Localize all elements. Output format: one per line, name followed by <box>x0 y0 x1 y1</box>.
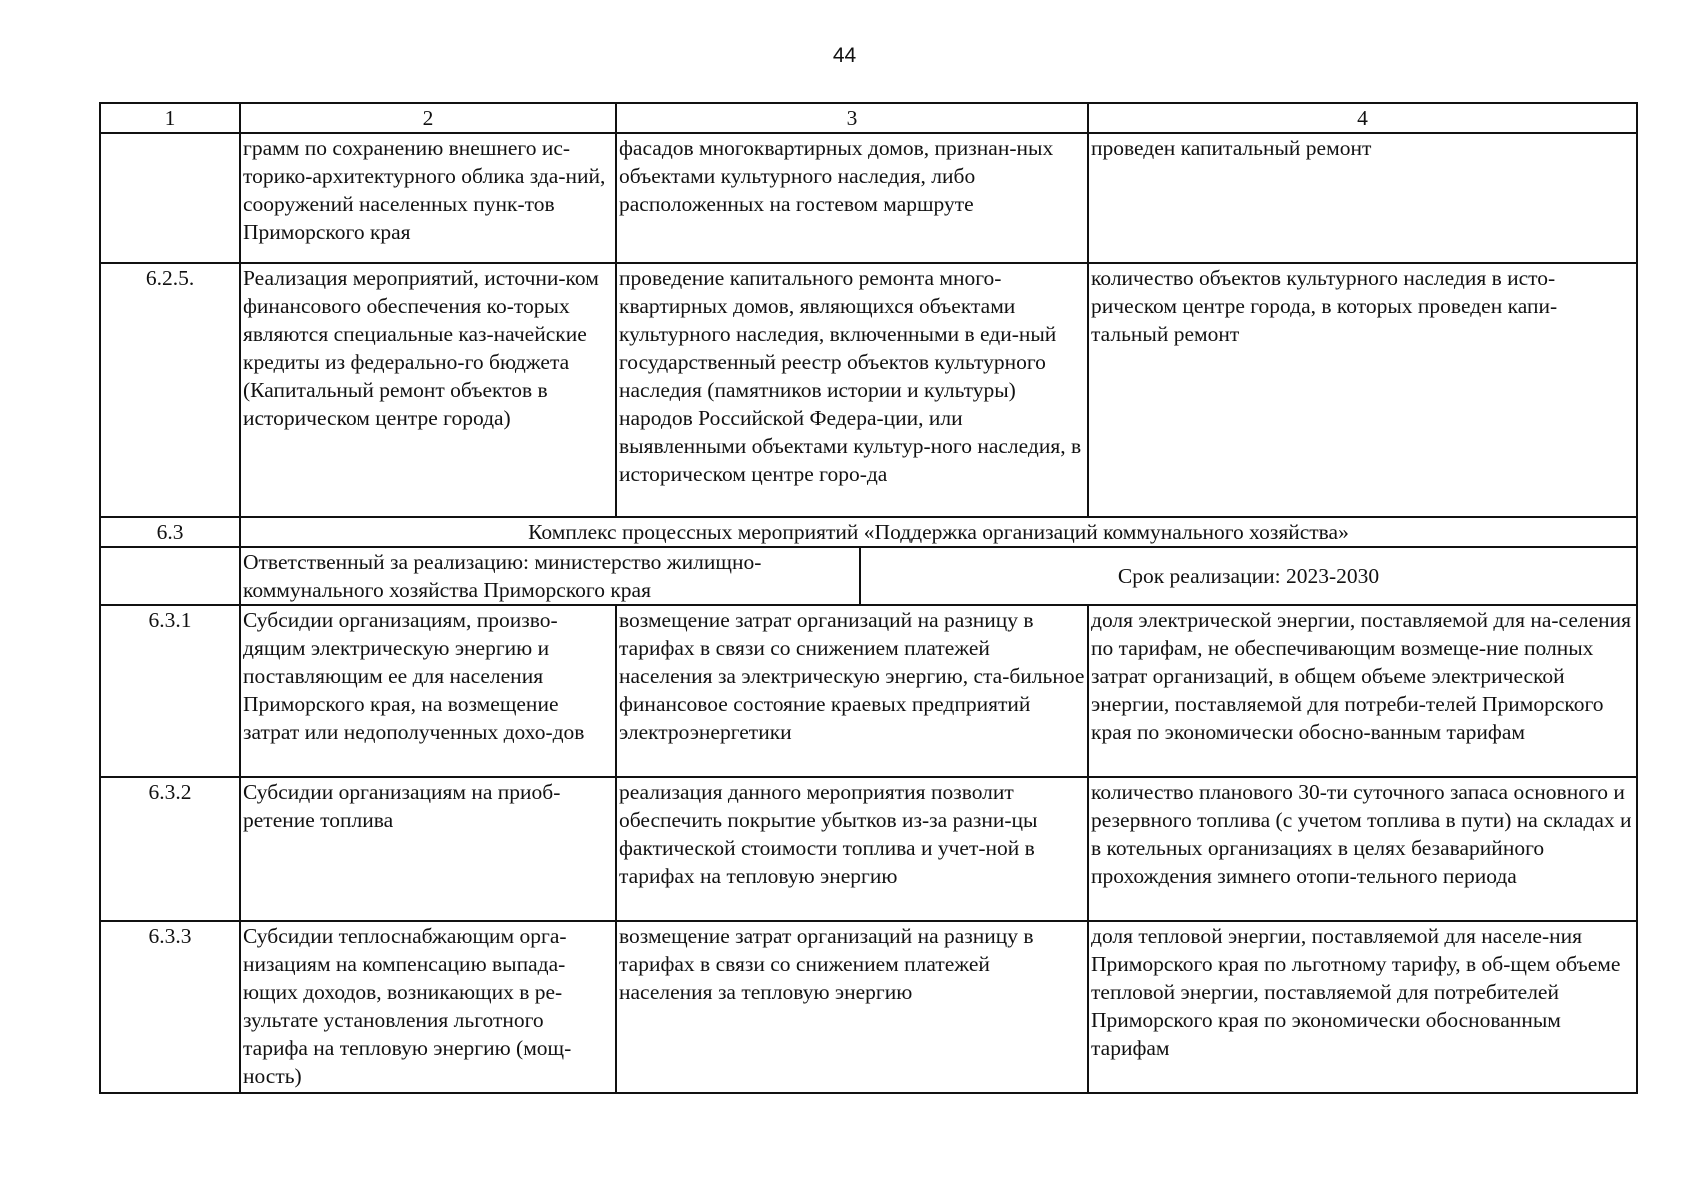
measure-name: Субсидии организациям на приоб-ретение топлива <box>240 777 616 921</box>
table-row <box>100 777 1637 921</box>
header-cell-3: 3 <box>616 103 1088 133</box>
responsible-row <box>100 547 1637 605</box>
responsible-text: Ответственный за реализацию: министерство жилищно-коммунального хозяйства Приморского края <box>241 548 861 604</box>
row-number: 6.3.3 <box>100 921 240 1093</box>
measure-result: реализация данного мероприятия позволит обеспечить покрытие убытков из-за разни-цы фактической стоимости топлива и учет-ной в тарифах на тепловую энергию <box>616 777 1088 921</box>
table-row <box>100 921 1637 1093</box>
measure-name: Реализация мероприятий, источни-ком финансового обеспечения ко-торых являются специальные каз-начейские кредиты из федерально-го бюджета (Капитальный ремонт объектов в историческом центре города) <box>240 263 616 517</box>
responsible-cell <box>240 547 1637 605</box>
header-cell-4: 4 <box>1088 103 1637 133</box>
measure-result: фасадов многоквартирных домов, признан-ных объектами культурного наследия, либо расположенных на гостевом маршруте <box>616 133 1088 263</box>
row-number: 6.3.2 <box>100 777 240 921</box>
measure-name: грамм по сохранению внешнего ис-торико-архитектурного облика зда-ний, сооружений населенных пунк-тов Приморского края <box>240 133 616 263</box>
row-number: 6.2.5. <box>100 263 240 517</box>
section-row <box>100 517 1637 547</box>
measure-result: возмещение затрат организаций на разницу в тарифах в связи со снижением платежей населения за электрическую энергию, ста-бильное финансовое состояние краевых предприятий электроэнергетики <box>616 605 1088 777</box>
table-header-row <box>100 103 1637 133</box>
header-cell-2: 2 <box>240 103 616 133</box>
measure-name: Субсидии организациям, произво-дящим электрическую энергию и поставляющим ее для населения Приморского края, на возмещение затрат или недополученных дохо-дов <box>240 605 616 777</box>
table-row <box>100 133 1637 263</box>
measure-result: возмещение затрат организаций на разницу в тарифах в связи со снижением платежей населения за тепловую энергию <box>616 921 1088 1093</box>
empty-cell <box>100 547 240 605</box>
measure-indicator: количество планового 30-ти суточного запаса основного и резервного топлива (с учетом топлива в пути) на складах и в котельных организациях в целях безаварийного прохождения зимнего отопи-тельного периода <box>1088 777 1637 921</box>
term-text: Срок реализации: 2023-2030 <box>1117 564 1380 588</box>
table-row <box>100 263 1637 517</box>
row-number <box>100 133 240 263</box>
header-cell-1: 1 <box>100 103 240 133</box>
measure-indicator: количество объектов культурного наследия в исто-рическом центре города, в которых проведен капи-тальный ремонт <box>1088 263 1637 517</box>
measure-name: Субсидии теплоснабжающим орга-низациям на компенсацию выпада-ющих доходов, возникающих в ре-зультате установления льготного тарифа на тепловую энергию (мощ-ность) <box>240 921 616 1093</box>
measure-indicator: проведен капитальный ремонт <box>1088 133 1637 263</box>
section-title: Комплекс процессных мероприятий «Поддержка организаций коммунального хозяйства» <box>240 517 1637 547</box>
measure-indicator: доля тепловой энергии, поставляемой для населе-ния Приморского края по льготному тарифу, в об-щем объеме тепловой энергии, поставляемой для потребителей Приморского края по экономически обоснованным тарифам <box>1088 921 1637 1093</box>
page-number: 44 <box>832 44 857 67</box>
measure-indicator: доля электрической энергии, поставляемой для на-селения по тарифам, не обеспечивающим возмеще-ние полных затрат организаций, в общем объеме электрической энергии, поставляемой для потреби-телей Приморского края по экономически обосно-ванным тарифам <box>1088 605 1637 777</box>
section-number: 6.3 <box>100 517 240 547</box>
row-number: 6.3.1 <box>100 605 240 777</box>
table-row <box>100 605 1637 777</box>
measures-table <box>99 102 1638 1094</box>
measure-result: проведение капитального ремонта много-квартирных домов, являющихся объектами культурного наследия, включенными в еди-ный государственный реестр объектов культурного наследия (памятников истории и культуры) народов Российской Федера-ции, или выявленными объектами культур-ного наследия, в историческом центре горо-да <box>616 263 1088 517</box>
